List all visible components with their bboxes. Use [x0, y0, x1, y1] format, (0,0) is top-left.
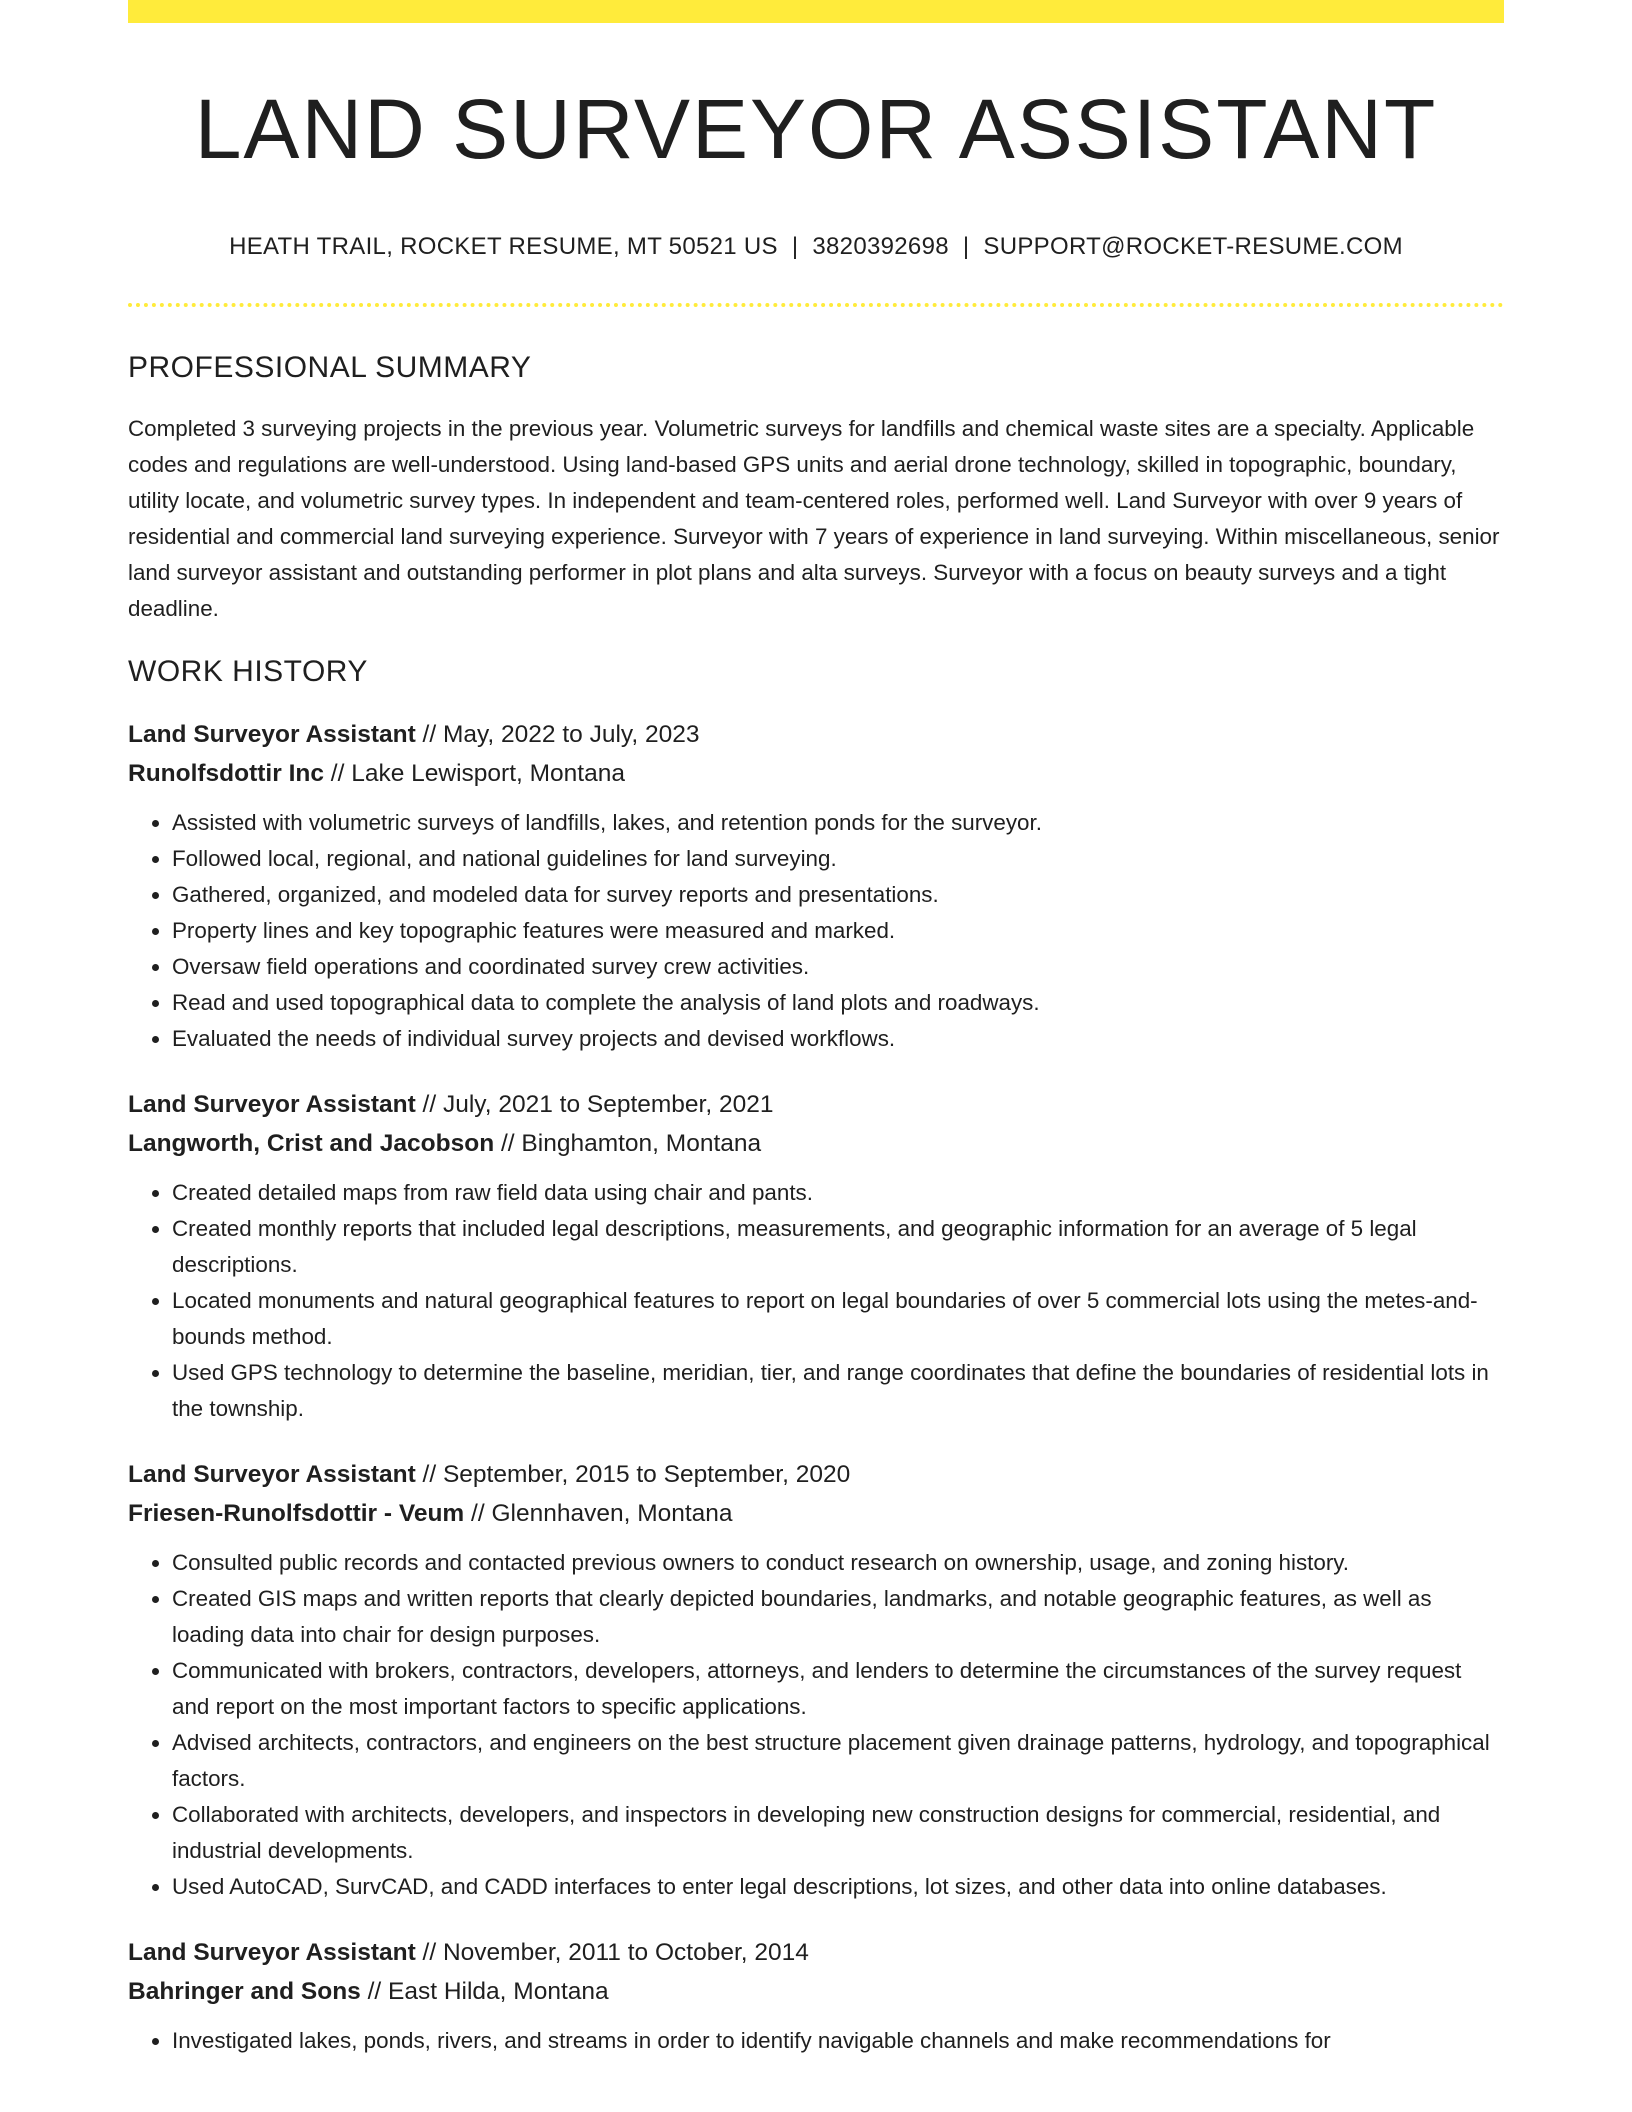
- job-role-line: [128, 715, 1504, 754]
- contact-separator: |: [962, 233, 970, 261]
- bullet-item: • Consulted public records and contacted previous owners to conduct research on ownership, usage, and zoning history.: [172, 1545, 1504, 1581]
- bullet-item: • Followed local, regional, and national guidelines for land surveying.: [172, 841, 1504, 877]
- job-role: Land Surveyor Assistant: [128, 1461, 416, 1489]
- job-role-line: [128, 1085, 1504, 1124]
- job-company-line: [128, 1972, 1504, 2011]
- job-location: // East Hilda, Montana: [360, 1978, 609, 2006]
- bullet-item: • Read and used topographical data to complete the analysis of land plots and roadways.: [172, 985, 1504, 1021]
- job-company: Runolfsdottir Inc: [128, 760, 324, 788]
- job-location: // Glennhaven, Montana: [464, 1500, 733, 1528]
- bullet-item: • Used AutoCAD, SurvCAD, and CADD interfaces to enter legal descriptions, lot sizes, and other data into online databases.: [172, 1869, 1504, 1905]
- bullet-item: • Assisted with volumetric surveys of landfills, lakes, and retention ponds for the surveyor.: [172, 805, 1504, 841]
- summary-heading: PROFESSIONAL SUMMARY: [128, 351, 532, 385]
- job-dates: // November, 2011 to October, 2014: [415, 1939, 809, 1967]
- contact-separator: |: [791, 233, 799, 261]
- bullet-item: • Investigated lakes, ponds, rivers, and streams in order to identify navigable channels and make recommendations for: [172, 2023, 1504, 2059]
- job-dates: // September, 2015 to September, 2020: [415, 1461, 851, 1489]
- contact-line: [128, 233, 1504, 261]
- bullet-item: • Collaborated with architects, developers, and inspectors in developing new construction designs for commercial, residential, and industrial developments.: [172, 1797, 1504, 1869]
- bullet-item: • Evaluated the needs of individual survey projects and devised workflows.: [172, 1021, 1504, 1057]
- job-location: // Binghamton, Montana: [494, 1130, 762, 1158]
- address: HEATH TRAIL, ROCKET RESUME, MT 50521 US: [229, 233, 778, 261]
- bullet-item: • Advised architects, contractors, and engineers on the best structure placement given drainage patterns, hydrology, and topographical factors.: [172, 1725, 1504, 1797]
- job-role: Land Surveyor Assistant: [128, 1939, 416, 1967]
- resume-page: [128, 0, 1504, 2059]
- job-company: Friesen-Runolfsdottir - Veum: [128, 1500, 465, 1528]
- job-role-line: [128, 1933, 1504, 1972]
- job-bullets: [128, 2023, 1504, 2059]
- bullet-item: • Created detailed maps from raw field data using chair and pants.: [172, 1175, 1504, 1211]
- resume-title: LAND SURVEYOR ASSISTANT: [194, 82, 1438, 176]
- summary-text: Completed 3 surveying projects in the previous year. Volumetric surveys for landfills and chemical waste sites are a specialty. Applicable codes and regulations are well-understood. Using land-based GPS units and aerial drone technology, skilled in topographic, boundary, utility locate, and volumetric survey types. In independent and team-centered roles, performed well. Land Surveyor with over 9 years of residential and commercial land surveying experience. Surveyor with 7 years of experience in land surveying. Within miscellaneous, senior land surveyor assistant and outstanding performer in plot plans and alta surveys. Surveyor with a focus on beauty surveys and a tight deadline.: [128, 416, 1500, 622]
- job-company-line: [128, 1494, 1504, 1533]
- dotted-divider: [128, 303, 1504, 307]
- job-company: Langworth, Crist and Jacobson: [128, 1130, 495, 1158]
- job-entry: [128, 715, 1504, 1057]
- bullet-item: • Used GPS technology to determine the baseline, meridian, tier, and range coordinates that define the boundaries of residential lots in the township.: [172, 1355, 1504, 1427]
- job-role: Land Surveyor Assistant: [128, 721, 416, 749]
- job-company-line: [128, 1124, 1504, 1163]
- job-bullets: [128, 1175, 1504, 1427]
- bullet-item: • Oversaw field operations and coordinated survey crew activities.: [172, 949, 1504, 985]
- bullet-item: • Property lines and key topographic features were measured and marked.: [172, 913, 1504, 949]
- job-location: // Lake Lewisport, Montana: [323, 760, 625, 788]
- job-company: Bahringer and Sons: [128, 1978, 361, 2006]
- job-role-line: [128, 1455, 1504, 1494]
- bullet-item: • Located monuments and natural geographical features to report on legal boundaries of over 5 commercial lots using the metes-and-bounds method.: [172, 1283, 1504, 1355]
- job-entry: [128, 1085, 1504, 1427]
- bullet-item: • Created GIS maps and written reports that clearly depicted boundaries, landmarks, and notable geographic features, as well as loading data into chair for design purposes.: [172, 1581, 1504, 1653]
- bullet-item: • Created monthly reports that included legal descriptions, measurements, and geographic information for an average of 5 legal descriptions.: [172, 1211, 1504, 1283]
- job-role: Land Surveyor Assistant: [128, 1091, 416, 1119]
- job-entry: [128, 1933, 1504, 2059]
- job-bullets: [128, 805, 1504, 1057]
- job-dates: // July, 2021 to September, 2021: [415, 1091, 774, 1119]
- work-history-heading: WORK HISTORY: [128, 655, 368, 689]
- phone: 3820392698: [812, 233, 949, 261]
- job-list: [128, 715, 1504, 2059]
- accent-bar: [128, 0, 1504, 23]
- job-entry: [128, 1455, 1504, 1905]
- bullet-item: • Gathered, organized, and modeled data for survey reports and presentations.: [172, 877, 1504, 913]
- job-dates: // May, 2022 to July, 2023: [415, 721, 700, 749]
- job-bullets: [128, 1545, 1504, 1905]
- job-company-line: [128, 754, 1504, 793]
- bullet-item: • Communicated with brokers, contractors, developers, attorneys, and lenders to determine the circumstances of the survey request and report on the most important factors to specific applications.: [172, 1653, 1504, 1725]
- email-link[interactable]: SUPPORT@ROCKET-RESUME.COM: [983, 233, 1403, 261]
